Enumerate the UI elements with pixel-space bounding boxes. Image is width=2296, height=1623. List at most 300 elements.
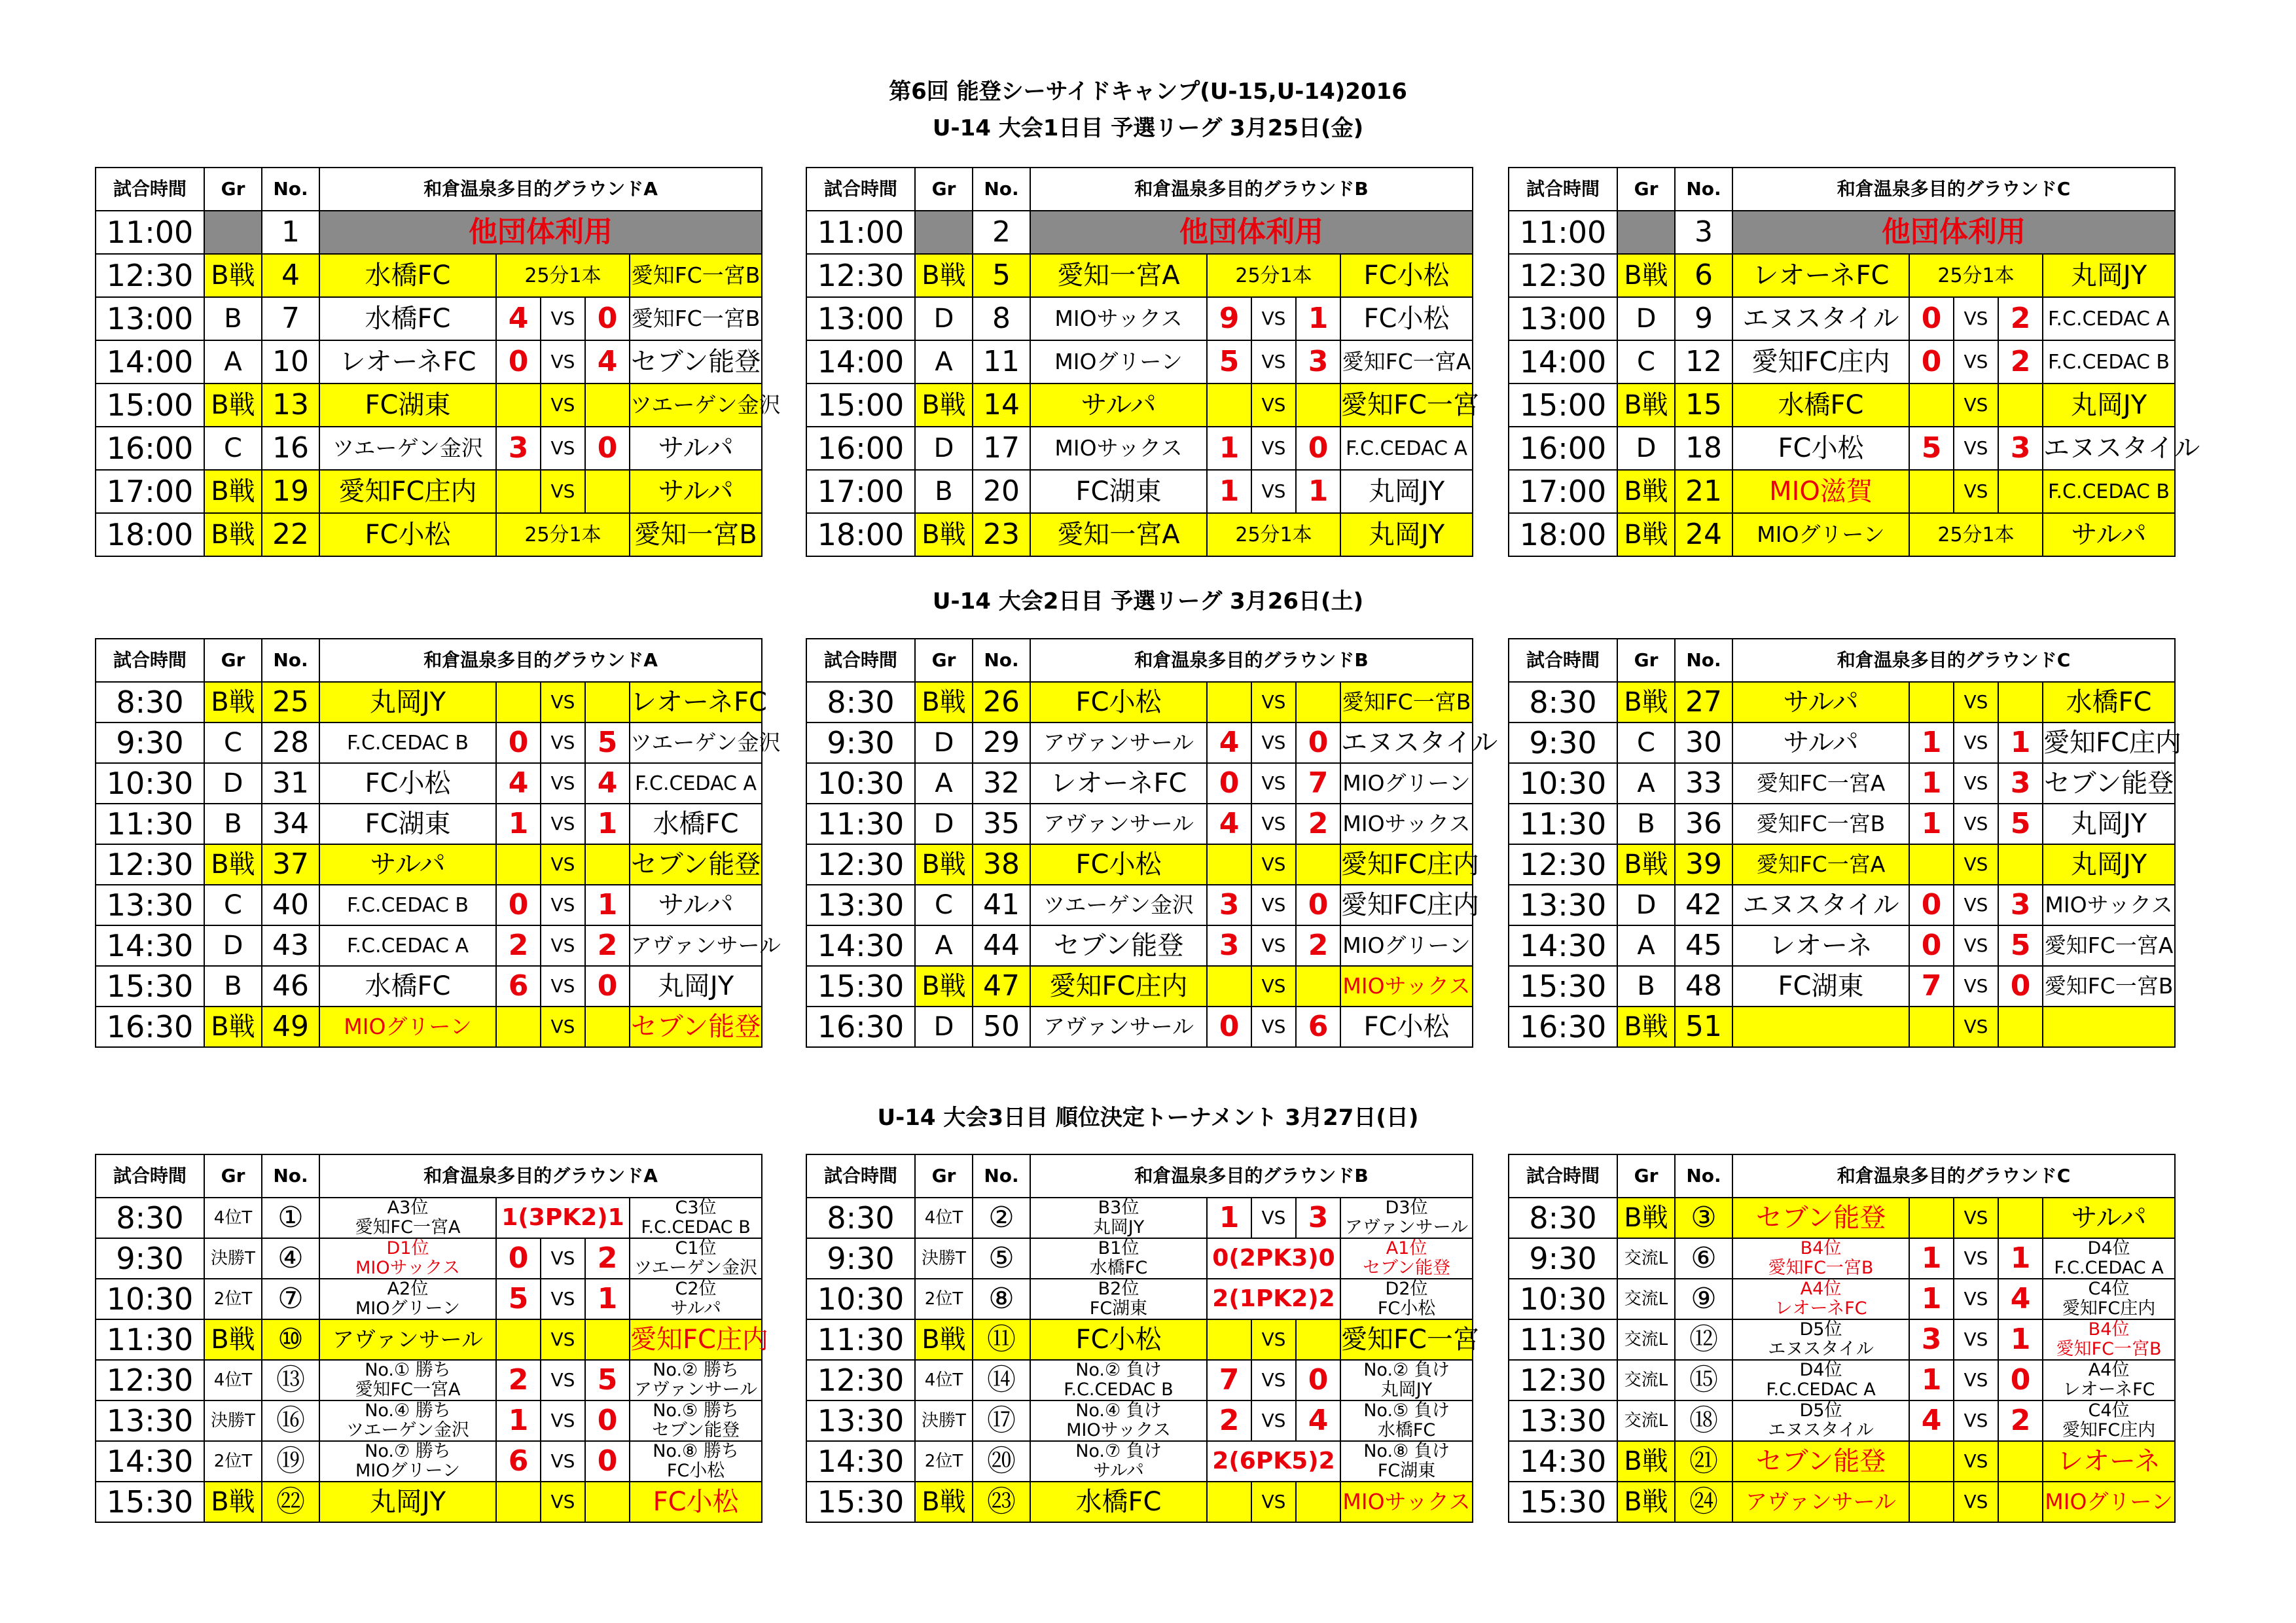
away-score: 1 <box>1296 297 1340 340</box>
match-time: 11:30 <box>806 804 915 844</box>
vs-label: VS <box>541 427 585 470</box>
home-seed: B4位 <box>1800 1238 1842 1259</box>
match-row <box>806 722 1473 763</box>
match-time: 12:30 <box>96 1360 204 1400</box>
day2-title: U-14 大会2日目 予選リーグ 3月26日(土) <box>932 588 1364 615</box>
match-number: 51 <box>1675 1007 1732 1047</box>
vs-label: VS <box>541 925 585 966</box>
match-number: ⑭ <box>973 1360 1030 1400</box>
away-score <box>1998 470 2043 513</box>
away-name: ツエーゲン金沢 <box>634 1258 757 1278</box>
away-seed: C2位 <box>675 1279 717 1300</box>
match-time: 17:00 <box>1509 470 1617 513</box>
away-name: アヴァンサール <box>634 1380 758 1400</box>
match-number: 30 <box>1675 722 1732 763</box>
match-group: B戦 <box>1617 470 1675 513</box>
match-time: 15:30 <box>806 966 915 1007</box>
vs-label: VS <box>1251 340 1296 383</box>
match-group: 4位T <box>915 1198 973 1238</box>
match-row <box>1509 1238 2175 1279</box>
home-team: FC小松 <box>1030 844 1207 885</box>
match-number: 20 <box>973 470 1030 513</box>
home-score: 1 <box>1909 804 1954 844</box>
home-team: 水橋FC <box>1030 1482 1207 1522</box>
header-gr: Gr <box>204 1154 262 1198</box>
match-time: 11:00 <box>1509 211 1617 254</box>
home-team: 水橋FC <box>319 966 496 1007</box>
away-score <box>585 844 630 885</box>
home-team: 愛知FC一宮A <box>1732 763 1909 804</box>
match-number: ⑪ <box>973 1319 1030 1360</box>
away-team <box>2043 1279 2175 1319</box>
home-team: FC湖東 <box>1030 470 1207 513</box>
match-time: 14:30 <box>1509 925 1617 966</box>
match-row <box>806 925 1473 966</box>
away-score: 4 <box>585 763 630 804</box>
match-number: 7 <box>262 297 319 340</box>
away-team: サルパ <box>630 427 762 470</box>
match-group: B戦 <box>204 383 262 427</box>
match-group: B <box>1617 804 1675 844</box>
away-team: 愛知FC庄内 <box>1340 844 1473 885</box>
match-time: 18:00 <box>1509 513 1617 556</box>
home-seed: No.④ 勝ち <box>365 1400 451 1421</box>
match-time: 13:30 <box>96 885 204 925</box>
match-group: B <box>204 297 262 340</box>
match-group: B戦 <box>1617 1441 1675 1482</box>
match-row <box>1509 966 2175 1007</box>
vs-label: 25分1本 <box>496 513 630 556</box>
home-team: 丸岡JY <box>319 682 496 722</box>
home-score: 0 <box>1909 340 1954 383</box>
home-team <box>319 1279 496 1319</box>
home-seed: B3位 <box>1098 1198 1139 1219</box>
away-score <box>1296 966 1340 1007</box>
match-row <box>96 470 762 513</box>
away-score: 1 <box>1998 1319 2043 1360</box>
match-time: 8:30 <box>1509 682 1617 722</box>
home-team <box>1732 1279 1909 1319</box>
header-ground: 和倉温泉多目的グラウンドA <box>319 639 762 682</box>
home-score <box>496 1482 541 1522</box>
home-score: 7 <box>1207 1360 1251 1400</box>
home-team: アヴァンサール <box>1030 1007 1207 1047</box>
match-group: 交流L <box>1617 1319 1675 1360</box>
match-group: B戦 <box>915 254 973 297</box>
match-row <box>1509 427 2175 470</box>
day2-ground-c-table <box>1508 638 2181 1048</box>
header-ground: 和倉温泉多目的グラウンドC <box>1732 1154 2175 1198</box>
match-group: B戦 <box>1617 1482 1675 1522</box>
away-team: 愛知FC庄内 <box>1340 885 1473 925</box>
away-name: 愛知FC一宮B <box>2056 1339 2162 1359</box>
vs-label: VS <box>1954 1007 1998 1047</box>
match-row <box>806 1360 1473 1400</box>
away-seed: No.⑧ 勝ち <box>653 1441 739 1462</box>
home-team: ツエーゲン金沢 <box>319 427 496 470</box>
match-group: A <box>915 925 973 966</box>
vs-label: VS <box>1954 763 1998 804</box>
match-row <box>806 844 1473 885</box>
home-team: FC小松 <box>319 513 496 556</box>
day2-ground-b-table <box>806 638 1498 1048</box>
home-team: FC小松 <box>319 763 496 804</box>
away-score: 0 <box>1998 966 2043 1007</box>
match-row <box>96 1441 762 1482</box>
match-group: 2位T <box>915 1279 973 1319</box>
away-team <box>630 1198 762 1238</box>
away-score: 0 <box>1296 1360 1340 1400</box>
match-group: C <box>1617 340 1675 383</box>
home-team: サルパ <box>1030 383 1207 427</box>
away-score: 0 <box>585 1441 630 1482</box>
match-group <box>915 211 973 254</box>
match-time: 11:30 <box>1509 1319 1617 1360</box>
header-gr: Gr <box>1617 639 1675 682</box>
home-score: 1 <box>496 1400 541 1441</box>
match-row <box>1509 925 2175 966</box>
match-row <box>1509 1400 2175 1441</box>
match-row <box>96 1482 762 1522</box>
match-group: 4位T <box>204 1198 262 1238</box>
home-team: セブン能登 <box>1732 1198 1909 1238</box>
home-team: 愛知一宮A <box>1030 513 1207 556</box>
away-score <box>1998 1482 2043 1522</box>
match-group: C <box>915 885 973 925</box>
match-row <box>96 297 762 340</box>
home-name: 愛知FC一宮A <box>355 1217 461 1238</box>
match-time: 11:30 <box>96 1319 204 1360</box>
away-team <box>2043 1007 2175 1047</box>
match-row <box>806 1482 1473 1522</box>
match-row <box>806 1238 1473 1279</box>
home-name: FC湖東 <box>1089 1298 1148 1319</box>
home-score <box>1909 1198 1954 1238</box>
match-group: B <box>1617 966 1675 1007</box>
match-row <box>1509 844 2175 885</box>
home-team <box>319 1400 496 1441</box>
match-row <box>1509 804 2175 844</box>
match-time: 9:30 <box>1509 1238 1617 1279</box>
home-score: 1 <box>1909 1279 1954 1319</box>
day3-ground-a-table <box>95 1154 768 1523</box>
pk-score: 0(2PK3)0 <box>1207 1238 1340 1279</box>
home-name: MIOグリーン <box>355 1298 460 1319</box>
header-gr: Gr <box>915 1154 973 1198</box>
match-number: 39 <box>1675 844 1732 885</box>
match-number: ⑳ <box>973 1441 1030 1482</box>
match-number: ㉓ <box>973 1482 1030 1522</box>
match-time: 8:30 <box>96 1198 204 1238</box>
match-number: 43 <box>262 925 319 966</box>
match-group: 交流L <box>1617 1400 1675 1441</box>
away-score <box>585 1007 630 1047</box>
pk-score: 2(6PK5)2 <box>1207 1441 1340 1482</box>
home-score: 4 <box>1207 722 1251 763</box>
home-score <box>1207 682 1251 722</box>
away-seed: No.② 負け <box>1363 1360 1450 1381</box>
home-team: アヴァンサール <box>1030 804 1207 844</box>
header-no: No. <box>1675 168 1732 211</box>
away-seed: C4位 <box>2088 1279 2130 1300</box>
match-time: 13:30 <box>96 1400 204 1441</box>
match-group: D <box>204 925 262 966</box>
away-score: 5 <box>1998 925 2043 966</box>
home-score <box>1207 844 1251 885</box>
away-score: 5 <box>1998 804 2043 844</box>
away-team: 丸岡JY <box>2043 383 2175 427</box>
home-score <box>1207 1319 1251 1360</box>
home-team: レオーネFC <box>1030 763 1207 804</box>
match-number: 3 <box>1675 211 1732 254</box>
match-row <box>96 1319 762 1360</box>
home-team: サルパ <box>1732 682 1909 722</box>
home-score <box>496 844 541 885</box>
home-team: FC小松 <box>1732 427 1909 470</box>
home-team: サルパ <box>1732 722 1909 763</box>
match-group: B戦 <box>1617 682 1675 722</box>
match-time: 9:30 <box>1509 722 1617 763</box>
match-number: 28 <box>262 722 319 763</box>
header-time: 試合時間 <box>96 168 204 211</box>
away-seed: No.⑤ 勝ち <box>653 1400 739 1421</box>
match-group: B戦 <box>204 254 262 297</box>
away-team: 丸岡JY <box>1340 513 1473 556</box>
home-seed: A3位 <box>387 1198 429 1219</box>
away-name: 水橋FC <box>1377 1420 1436 1440</box>
away-seed: D2位 <box>1385 1279 1428 1300</box>
vs-label: VS <box>1954 1279 1998 1319</box>
home-team <box>1732 1400 1909 1441</box>
vs-label: VS <box>541 722 585 763</box>
match-row <box>1509 885 2175 925</box>
home-team: 愛知一宮A <box>1030 254 1207 297</box>
home-team: 水橋FC <box>1732 383 1909 427</box>
away-team: サルパ <box>2043 513 2175 556</box>
away-team: FC小松 <box>630 1482 762 1522</box>
match-time: 9:30 <box>96 1238 204 1279</box>
match-group: 交流L <box>1617 1279 1675 1319</box>
match-number: 12 <box>1675 340 1732 383</box>
away-team <box>2043 1238 2175 1279</box>
home-team: 愛知FC一宮A <box>1732 844 1909 885</box>
match-row <box>806 254 1473 297</box>
match-group: B戦 <box>1617 844 1675 885</box>
vs-label: VS <box>1251 1400 1296 1441</box>
away-score <box>1998 1198 2043 1238</box>
match-number: ⑬ <box>262 1360 319 1400</box>
vs-label: 25分1本 <box>1909 513 2043 556</box>
vs-label: VS <box>541 1319 585 1360</box>
match-number: ⑦ <box>262 1279 319 1319</box>
match-number: ⑮ <box>1675 1360 1732 1400</box>
home-score: 0 <box>1207 763 1251 804</box>
vs-label: VS <box>1954 1482 1998 1522</box>
away-team <box>2043 1360 2175 1400</box>
day1-ground-c-table <box>1508 167 2200 557</box>
home-name: MIOサックス <box>355 1258 460 1278</box>
match-row <box>1509 682 2175 722</box>
match-time: 14:00 <box>806 340 915 383</box>
away-team <box>630 1360 762 1400</box>
away-team: FC小松 <box>1340 1007 1473 1047</box>
away-score <box>1998 1441 2043 1482</box>
match-row <box>96 682 762 722</box>
away-team: F.C.CEDAC A <box>1340 427 1473 470</box>
match-number: 25 <box>262 682 319 722</box>
match-row <box>1509 1482 2175 1522</box>
away-score: 7 <box>1296 763 1340 804</box>
match-time: 18:00 <box>806 513 915 556</box>
vs-label: VS <box>1954 925 1998 966</box>
day3-ground-c-table <box>1508 1154 2176 1523</box>
match-time: 16:00 <box>1509 427 1617 470</box>
home-team <box>1732 1319 1909 1360</box>
home-team: F.C.CEDAC B <box>319 885 496 925</box>
vs-label: VS <box>1251 1198 1296 1238</box>
away-score: 4 <box>1296 1400 1340 1441</box>
away-score: 1 <box>1998 1238 2043 1279</box>
match-group: B戦 <box>1617 383 1675 427</box>
match-number: 32 <box>973 763 1030 804</box>
home-team: セブン能登 <box>1030 925 1207 966</box>
match-time: 15:00 <box>96 383 204 427</box>
match-row <box>806 1319 1473 1360</box>
away-name: 愛知FC庄内 <box>2062 1420 2156 1440</box>
home-team <box>319 1441 496 1482</box>
home-team <box>1030 1400 1207 1441</box>
away-score <box>1998 1007 2043 1047</box>
match-time: 10:30 <box>96 1279 204 1319</box>
vs-label: VS <box>541 470 585 513</box>
away-score: 0 <box>1296 722 1340 763</box>
home-score <box>1207 1482 1251 1522</box>
vs-label: VS <box>1251 1482 1296 1522</box>
match-number: ⑯ <box>262 1400 319 1441</box>
match-number: 18 <box>1675 427 1732 470</box>
match-time: 10:30 <box>1509 1279 1617 1319</box>
home-team <box>319 1238 496 1279</box>
away-name: FC小松 <box>666 1461 725 1481</box>
match-row <box>806 211 1473 254</box>
away-team: 愛知FC一宮B <box>1340 682 1473 722</box>
away-team: 愛知一宮B <box>630 513 762 556</box>
away-team <box>630 1279 762 1319</box>
home-team: FC湖東 <box>319 804 496 844</box>
match-row <box>806 1007 1473 1047</box>
away-team <box>2043 1319 2175 1360</box>
match-time: 10:30 <box>96 763 204 804</box>
home-score: 0 <box>1909 297 1954 340</box>
match-time: 8:30 <box>806 1198 915 1238</box>
away-score: 1 <box>1296 470 1340 513</box>
vs-label: VS <box>1954 1319 1998 1360</box>
away-seed: C4位 <box>2088 1400 2130 1421</box>
away-score: 0 <box>585 427 630 470</box>
away-team <box>1340 1400 1473 1441</box>
away-team: MIOサックス <box>1340 804 1473 844</box>
match-group: B戦 <box>915 682 973 722</box>
match-number: 16 <box>262 427 319 470</box>
vs-label: VS <box>1251 297 1296 340</box>
away-team <box>1340 1279 1473 1319</box>
away-score <box>1296 1319 1340 1360</box>
home-team: 愛知FC庄内 <box>319 470 496 513</box>
day1-ground-a-table <box>95 167 781 557</box>
match-group: B戦 <box>915 1319 973 1360</box>
match-row <box>806 682 1473 722</box>
vs-label: VS <box>1251 804 1296 844</box>
away-team: FC小松 <box>1340 297 1473 340</box>
match-group: D <box>915 804 973 844</box>
home-team: FC湖東 <box>319 383 496 427</box>
match-number: ⑤ <box>973 1238 1030 1279</box>
match-number: 4 <box>262 254 319 297</box>
match-number: 27 <box>1675 682 1732 722</box>
match-row <box>1509 470 2175 513</box>
match-time: 15:30 <box>96 966 204 1007</box>
away-team: MIOグリーン <box>1340 925 1473 966</box>
match-time: 14:30 <box>96 1441 204 1482</box>
away-score: 2 <box>1296 804 1340 844</box>
match-number: ② <box>973 1198 1030 1238</box>
header-time: 試合時間 <box>96 1154 204 1198</box>
match-group: 交流L <box>1617 1360 1675 1400</box>
match-group: 決勝T <box>915 1238 973 1279</box>
home-score <box>1909 1482 1954 1522</box>
away-team: MIOサックス <box>1340 966 1473 1007</box>
away-team: 水橋FC <box>630 804 762 844</box>
away-score: 4 <box>1998 1279 2043 1319</box>
home-team: 愛知FC庄内 <box>1030 966 1207 1007</box>
home-score: 5 <box>496 1279 541 1319</box>
away-score: 1 <box>1998 722 2043 763</box>
vs-label: VS <box>541 383 585 427</box>
match-group <box>204 211 262 254</box>
home-score: 4 <box>1909 1400 1954 1441</box>
match-group: B戦 <box>1617 1007 1675 1047</box>
home-team: 丸岡JY <box>319 1482 496 1522</box>
home-name: ツエーゲン金沢 <box>346 1420 469 1440</box>
away-score: 0 <box>1296 885 1340 925</box>
match-group: B <box>204 966 262 1007</box>
match-group: D <box>204 763 262 804</box>
match-number: 47 <box>973 966 1030 1007</box>
away-team: セブン能登 <box>2043 763 2175 804</box>
away-seed: No.② 勝ち <box>653 1360 739 1381</box>
away-team <box>630 1441 762 1482</box>
home-name: 愛知FC一宮B <box>1768 1258 1874 1278</box>
vs-label: VS <box>541 966 585 1007</box>
home-team <box>1732 1238 1909 1279</box>
home-score <box>1909 470 1954 513</box>
match-time: 15:30 <box>1509 966 1617 1007</box>
home-score <box>496 470 541 513</box>
match-row <box>806 1279 1473 1319</box>
vs-label: VS <box>1251 470 1296 513</box>
home-team: MIOサックス <box>1030 297 1207 340</box>
home-score <box>1207 383 1251 427</box>
match-group: B戦 <box>915 844 973 885</box>
match-group: B戦 <box>204 682 262 722</box>
vs-label: VS <box>1954 966 1998 1007</box>
match-number: 24 <box>1675 513 1732 556</box>
match-row <box>1509 1319 2175 1360</box>
match-group: C <box>1617 722 1675 763</box>
match-row <box>96 1279 762 1319</box>
day1-ground-b-table <box>806 167 1479 557</box>
match-number: 35 <box>973 804 1030 844</box>
